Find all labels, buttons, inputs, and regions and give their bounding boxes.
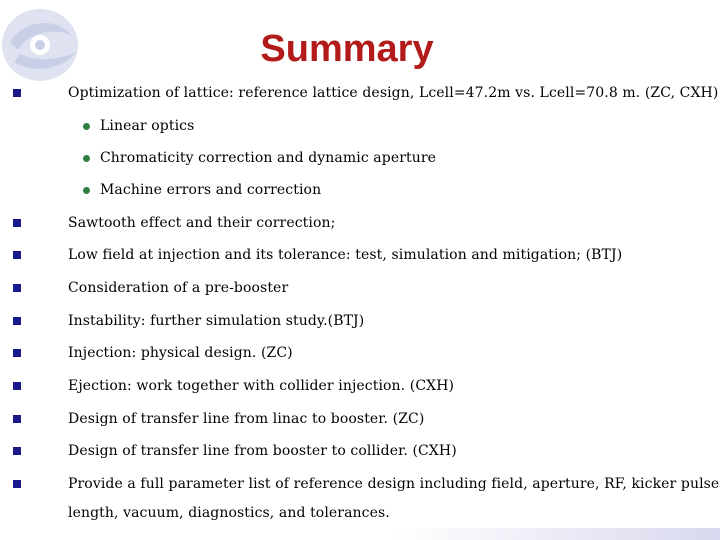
list-item <box>68 274 288 303</box>
list-item <box>68 209 335 238</box>
square-bullet-icon <box>13 89 21 97</box>
list-item-text: Linear optics <box>100 118 195 134</box>
square-bullet-icon <box>13 251 21 259</box>
square-bullet-icon <box>13 219 21 227</box>
round-bullet-icon <box>83 155 90 162</box>
list-item-text: Optimization of lattice: reference lattice design, Lcell=47.2m vs. Lcell=70.8 m. (ZC, CXH) <box>68 85 719 101</box>
square-bullet-icon <box>13 349 21 357</box>
list-item <box>68 307 364 336</box>
list-item <box>68 470 719 499</box>
list-item-text: length, vacuum, diagnostics, and tolerances. <box>68 505 390 521</box>
list-item <box>100 176 321 205</box>
list-item-text: Sawtooth effect and their correction; <box>68 215 336 231</box>
square-bullet-icon <box>13 284 21 292</box>
slide-title: Summary <box>260 28 434 70</box>
list-item-text: Ejection: work together with collider injection. (CXH) <box>68 378 455 394</box>
square-bullet-icon <box>13 382 21 390</box>
round-bullet-icon <box>83 187 90 194</box>
square-bullet-icon <box>13 317 21 325</box>
square-bullet-icon <box>13 415 21 423</box>
list-item-text: Injection: physical design. (ZC) <box>68 345 293 361</box>
list-item-text: Low field at injection and its tolerance: test, simulation and mitigation; (BTJ) <box>68 247 623 263</box>
list-item <box>68 437 457 466</box>
list-item <box>100 112 194 141</box>
list-item <box>68 372 454 401</box>
list-item-text: Provide a full parameter list of reference design including field, aperture, RF, kicker pulse <box>68 476 720 492</box>
list-item <box>68 405 424 434</box>
list-item-continuation <box>68 499 390 528</box>
list-item-text: Machine errors and correction <box>100 182 322 198</box>
list-item-text: Design of transfer line from booster to collider. (CXH) <box>68 443 457 459</box>
list-item-text: Instability: further simulation study.(BTJ) <box>68 313 365 329</box>
square-bullet-icon <box>13 480 21 488</box>
square-bullet-icon <box>13 447 21 455</box>
list-item <box>68 241 622 270</box>
round-bullet-icon <box>83 123 90 130</box>
list-item <box>100 144 436 173</box>
footer-gradient-bar <box>0 528 720 540</box>
list-item <box>68 339 293 368</box>
list-item-text: Chromaticity correction and dynamic aperture <box>100 150 437 166</box>
list-item-text: Consideration of a pre-booster <box>68 280 289 296</box>
list-item <box>68 79 718 108</box>
list-item-text: Design of transfer line from linac to booster. (ZC) <box>68 411 425 427</box>
